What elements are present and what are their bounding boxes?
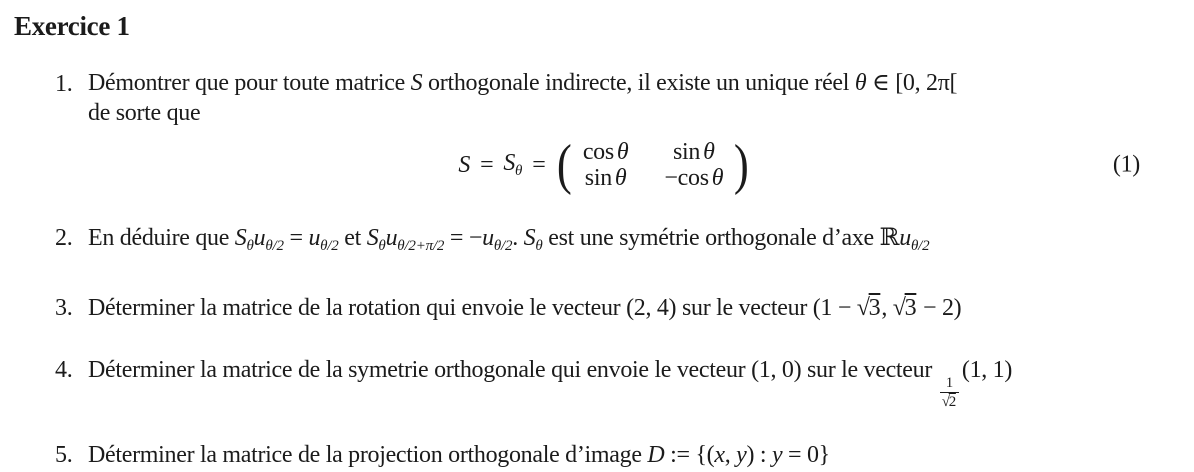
sqrt-sign: √ [892,295,906,321]
fraction-numerator: 1 [945,375,953,391]
item-body [88,354,1154,410]
matrix-cell-r1c2 [664,139,723,165]
math-vector: (2, 4) [626,295,677,321]
math-run: = 0} [782,442,830,468]
minus-sign: − [664,165,678,191]
text-run: Déterminer la matrice de la symetrie orthogonale qui envoie le vecteur [88,357,752,383]
text-run: orthogonale indirecte, il existe un unique réel [422,70,855,96]
fraction-one-over-sqrt2 [940,376,959,410]
item-body [88,68,1154,128]
item-number: 3. [55,295,73,321]
matrix-cell-r1c1 [583,139,629,165]
item-number: 5. [55,442,73,468]
list-item-1 [55,68,1154,128]
math-subscript: θ/2 [320,238,339,254]
math-subscript: θ/2 [910,238,930,254]
text-run: est une symétrie orthogonale d’axe [542,225,880,251]
math-var-y: y [736,442,747,468]
math-run: − 2) [917,295,962,321]
matrix-cell-r2c2 [664,165,723,191]
text-run: sur le vecteur [801,357,938,383]
math-comma: , [724,442,737,468]
math-var-S: S [503,150,516,176]
equals-sign: = [480,151,494,178]
equation-1 [458,134,750,196]
blackboard-R: ℝ [879,225,900,251]
text-run: . [512,225,524,251]
math-var-D: D [647,442,665,468]
math-var-theta: θ [854,70,867,96]
right-paren: ) [734,134,749,196]
math-fn: sin [584,165,612,191]
math-vector: (1, 1) [961,357,1013,383]
list-item-2 [55,222,1154,263]
item-body [88,222,1154,263]
equation-number: (1) [1112,151,1140,178]
exercise-title: Exercice 1 [14,11,130,41]
math-var-y: y [771,442,783,468]
sqrt-argument: 3 [868,295,881,321]
list-item-5 [55,439,1154,472]
exercise-items [55,68,1154,472]
math-var-S: S [366,225,379,251]
list-item-4 [55,354,1154,410]
equals-sign: = [532,151,546,178]
item-body [88,439,1154,472]
rotation-matrix [583,139,723,191]
math-fn: cos [677,165,709,191]
left-paren: ( [557,134,572,196]
math-var-u: u [899,225,911,251]
text-run: Déterminer la matrice de la rotation qui envoie le vecteur [88,295,627,321]
list-item-3 [55,292,1154,325]
math-var-u: u [308,225,321,251]
math-run: ∈ [0, 2π[ [866,70,958,96]
math-run: , [881,295,893,321]
math-var-u: u [482,225,494,251]
matrix-cell-r2c1 [583,165,629,191]
math-var-S-theta [503,150,522,180]
item-number: 1. [55,71,73,97]
math-var-u: u [385,225,398,251]
text-line [88,68,1154,98]
text-run: En déduire que [88,225,235,251]
text-line [88,98,1154,128]
item-body [88,292,1154,325]
text-run: Démontrer que pour toute matrice [88,70,411,96]
sqrt-argument: 2 [948,394,956,410]
math-var-theta: θ [616,139,629,165]
math-vector: (1, 0) [751,357,802,383]
display-equation-row [55,136,1154,194]
math-subscript: θ/2 [493,238,513,254]
sqrt-sign: √ [941,394,950,410]
math-subscript: θ [378,238,386,254]
sqrt-radical [857,295,882,321]
sqrt-argument: 3 [904,295,917,321]
fraction-denominator [940,392,959,410]
math-var-S: S [458,151,471,178]
sqrt-radical [893,295,918,321]
math-run: ) : [746,442,772,468]
sqrt-sign: √ [856,295,870,321]
math-var-theta: θ [703,139,715,165]
math-subscript: θ [515,163,523,179]
item-number: 2. [55,225,73,251]
math-var-theta: θ [614,165,627,191]
math-subscript: θ/2+π/2 [397,238,445,254]
math-fn: cos [582,139,614,165]
text-run: sur le vecteur [676,295,813,321]
math-subscript: θ/2 [265,238,284,254]
math-run: (1 − [812,295,857,321]
text-run: Déterminer la matrice de la projection orthogonale d’image [88,442,648,468]
math-var-S: S [234,225,247,251]
text-run: et [338,225,367,251]
math-var-theta: θ [711,165,724,191]
math-subscript: θ [246,238,254,254]
text-run: de sorte que [88,100,201,126]
math-subscript: θ [535,238,543,254]
math-fn: sin [673,139,701,165]
math-var-S: S [410,70,423,96]
equals-sign: = [283,225,309,251]
math-var-x: x [714,442,725,468]
math-var-u: u [253,225,266,251]
item-number: 4. [55,357,73,383]
equals-minus-sign: = − [444,225,483,251]
math-run: := {( [664,442,715,468]
math-var-S: S [523,225,536,251]
